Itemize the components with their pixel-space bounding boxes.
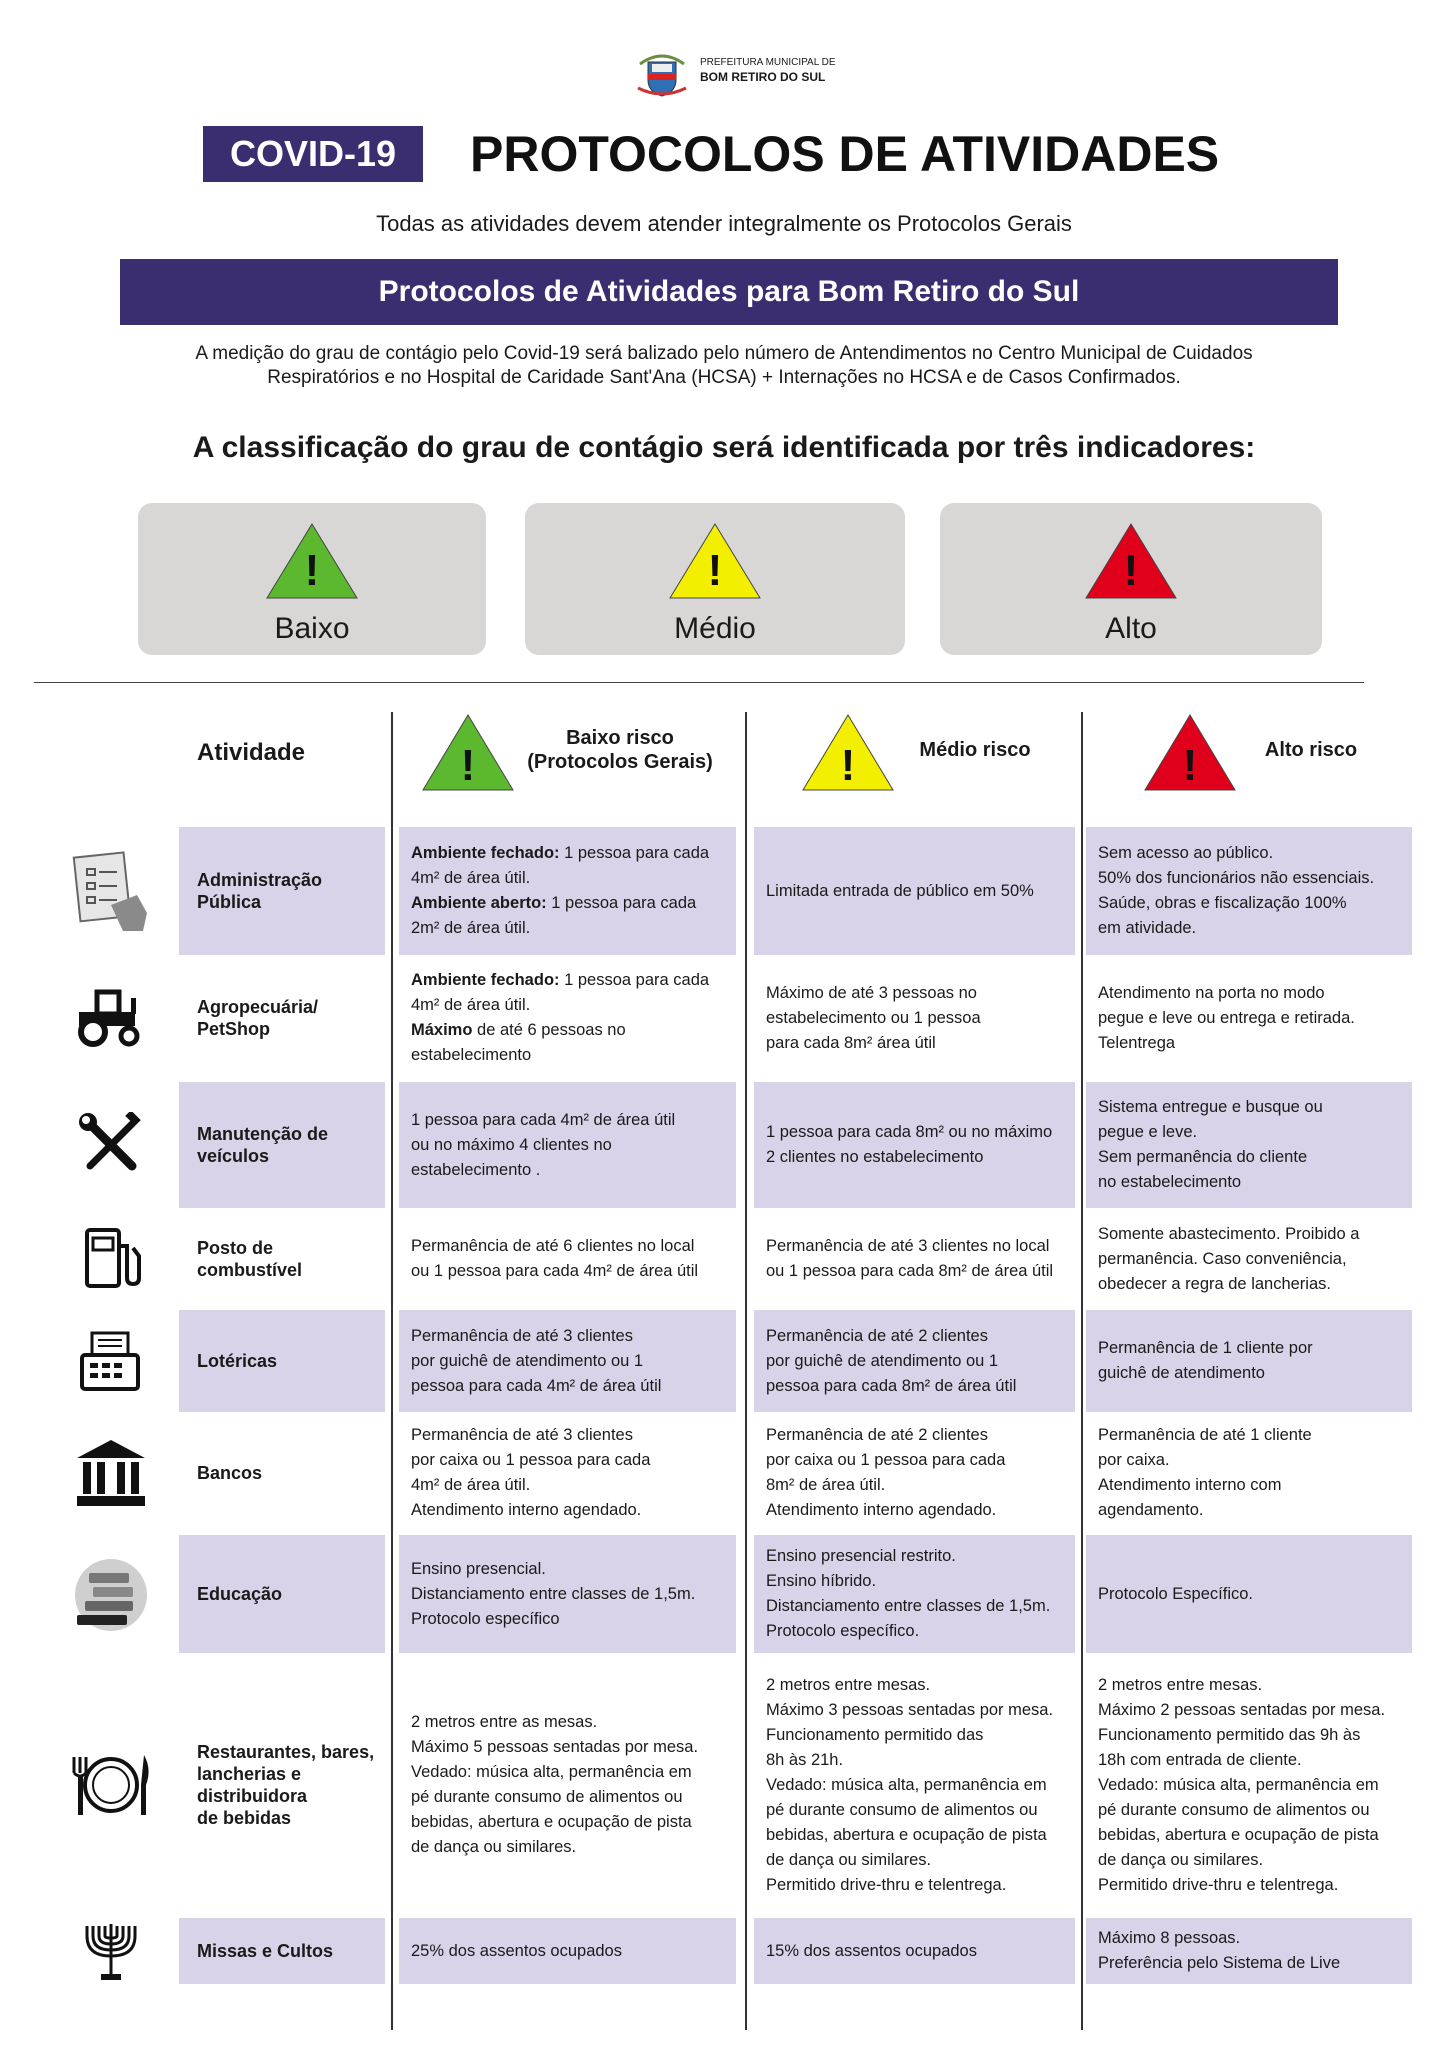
warning-triangle-yellow-icon <box>800 712 896 794</box>
logo-line-1: PREFEITURA MUNICIPAL DE <box>700 57 836 68</box>
activity-cell: Administração Pública <box>179 827 385 955</box>
activity-cell: Restaurantes, bares, lancherias e distribuidora de bebidas <box>197 1742 375 1828</box>
column-separator <box>391 712 393 2030</box>
description-text: A medição do grau de contágio pelo Covid-19 será balizado pelo número de Antendimentos no Centro Municipal de Cuidados Respiratórios e no Hospital de Caridade Sant'Ana (HCSA) + Internações no HCSA e de Casos Confirmados. <box>195 343 1253 388</box>
medium-risk-cell: Permanência de até 3 clientes no local ou 1 pessoa para cada 8m² de área útil <box>766 1237 1054 1280</box>
column-header-activity: Atividade <box>197 739 306 766</box>
divider <box>34 682 1364 683</box>
coat-of-arms-icon <box>634 48 690 98</box>
lottery-terminal-icon <box>66 1318 156 1404</box>
medium-risk-cell: 2 metros entre mesas. Máximo 3 pessoas sentadas por mesa. Funcionamento permitido das 8h às 21h. Vedado: música alta, permanência em pé durante consumo de alimentos ou bebidas, abertura e ocupação de pista de dança ou similares. Permitido drive-thru e telentrega. <box>766 1675 1054 1894</box>
activity-cell: Lotéricas <box>179 1310 385 1412</box>
tractor-icon <box>66 968 156 1068</box>
activity-cell: Agropecuária/ PetShop <box>197 997 319 1039</box>
low-risk-cell: 2 metros entre as mesas. Máximo 5 pessoas sentadas por mesa. Vedado: música alta, permanência em pé durante consumo de alimentos ou bebidas, abertura e ocupação de pista de dança ou similares. <box>411 1713 699 1856</box>
municipality-logo <box>634 48 834 100</box>
svg-text:!: ! <box>707 546 723 595</box>
activity-cell: Posto de combustível <box>197 1238 303 1280</box>
activity-cell: Bancos <box>197 1463 263 1483</box>
high-risk-cell: Sem acesso ao público. 50% dos funcionários não essenciais. Saúde, obras e fiscalização 100% em atividade. <box>1086 827 1412 955</box>
svg-text:!: ! <box>1182 741 1198 790</box>
svg-text:!: ! <box>460 741 476 790</box>
column-separator <box>1081 712 1083 2030</box>
indicator-card-high <box>940 503 1322 655</box>
warning-triangle-yellow-icon <box>667 521 763 601</box>
warning-triangle-green-icon <box>420 712 516 794</box>
warning-triangle-red-icon <box>1142 712 1238 794</box>
low-risk-cell: Ensino presencial. Distanciamento entre classes de 1,5m. Protocolo específico <box>399 1535 736 1653</box>
indicator-label-high: Alto <box>1105 612 1157 645</box>
medium-risk-cell: 1 pessoa para cada 8m² ou no máximo 2 clientes no estabelecimento <box>754 1082 1075 1208</box>
classification-heading: A classificação do grau de contágio será identificada por três indicadores: <box>192 431 1256 464</box>
high-risk-cell: Somente abastecimento. Proibido a permanência. Caso conveniência, obedecer a regra de lancherias. <box>1098 1224 1360 1293</box>
svg-text:!: ! <box>1123 546 1139 595</box>
svg-text:!: ! <box>304 546 320 595</box>
page-title: PROTOCOLOS DE ATIVIDADES <box>470 126 1220 182</box>
plate-fork-knife-icon <box>66 1735 156 1835</box>
high-risk-cell: Atendimento na porta no modo pegue e leve ou entrega e retirada. Telentrega <box>1098 983 1355 1052</box>
books-icon <box>66 1550 156 1640</box>
high-risk-cell: Protocolo Específico. <box>1086 1535 1412 1653</box>
high-risk-cell: Permanência de até 1 cliente por caixa. Atendimento interno com agendamento. <box>1098 1426 1312 1519</box>
column-header-low-risk: Baixo risco (Protocolos Gerais) <box>527 727 713 773</box>
indicator-card-low <box>138 503 486 655</box>
medium-risk-cell: 15% dos assentos ocupados <box>754 1918 1075 1984</box>
bank-building-icon <box>66 1424 156 1522</box>
svg-text:!: ! <box>840 741 856 790</box>
fuel-pump-icon <box>66 1216 156 1302</box>
activity-cell: Missas e Cultos <box>179 1918 385 1984</box>
medium-risk-cell: Permanência de até 2 clientes por guichê de atendimento ou 1 pessoa para cada 8m² de área útil <box>754 1310 1075 1412</box>
medium-risk-cell: Permanência de até 2 clientes por caixa ou 1 pessoa para cada 8m² de área útil. Atendimento interno agendado. <box>766 1426 1006 1519</box>
document-checklist-icon <box>66 837 156 945</box>
column-separator <box>745 712 747 2030</box>
high-risk-cell: Sistema entregue e busque ou pegue e leve. Sem permanência do cliente no estabelecimento <box>1086 1082 1412 1208</box>
high-risk-cell: 2 metros entre mesas. Máximo 2 pessoas sentadas por mesa. Funcionamento permitido das 9h às 18h com entrada de cliente. Vedado: música alta, permanência em pé durante consumo de alimentos ou bebidas, abertura e ocupação de pista de dança ou similares. Permitido drive-thru e telentrega. <box>1098 1675 1386 1894</box>
high-risk-cell: Permanência de 1 cliente por guichê de atendimento <box>1086 1310 1412 1412</box>
covid-badge: COVID-19 <box>203 126 423 182</box>
low-risk-cell: 25% dos assentos ocupados <box>399 1918 736 1984</box>
high-risk-cell: Máximo 8 pessoas. Preferência pelo Sistema de Live <box>1086 1918 1412 1984</box>
medium-risk-cell: Limitada entrada de público em 50% <box>754 827 1075 955</box>
logo-line-2: BOM RETIRO DO SUL <box>700 70 826 84</box>
low-risk-cell: Ambiente fechado: 1 pessoa para cada 4m² de área útil. Ambiente aberto: 1 pessoa para cada 2m² de área útil. <box>399 827 736 955</box>
low-risk-cell: Permanência de até 3 clientes por guichê de atendimento ou 1 pessoa para cada 4m² de área útil <box>399 1310 736 1412</box>
indicator-card-medium <box>525 503 905 655</box>
low-risk-cell: Ambiente fechado: 1 pessoa para cada 4m² de área útil. Máximo de até 6 pessoas no estabelecimento <box>411 971 710 1064</box>
wrench-screwdriver-icon <box>66 1092 156 1198</box>
page-subtitle: Todas as atividades devem atender integralmente os Protocolos Gerais <box>376 211 1072 236</box>
menorah-icon <box>66 1912 156 1994</box>
section-banner: Protocolos de Atividades para Bom Retiro do Sul <box>120 259 1338 325</box>
low-risk-cell: Permanência de até 3 clientes por caixa ou 1 pessoa para cada 4m² de área útil. Atendimento interno agendado. <box>411 1426 651 1519</box>
activity-cell: Educação <box>179 1535 385 1653</box>
indicator-label-low: Baixo <box>274 612 350 645</box>
low-risk-cell: 1 pessoa para cada 4m² de área útil ou no máximo 4 clientes no estabelecimento . <box>399 1082 736 1208</box>
activity-cell: Manutenção de veículos <box>179 1082 385 1208</box>
medium-risk-cell: Máximo de até 3 pessoas no estabelecimento ou 1 pessoa para cada 8m² área útil <box>766 983 981 1052</box>
low-risk-cell: Permanência de até 6 clientes no local ou 1 pessoa para cada 4m² de área útil <box>411 1237 699 1280</box>
warning-triangle-green-icon <box>264 521 360 601</box>
indicator-label-medium: Médio <box>674 612 756 645</box>
column-header-high-risk: Alto risco <box>1264 739 1358 761</box>
column-header-medium-risk: Médio risco <box>919 739 1031 761</box>
warning-triangle-red-icon <box>1083 521 1179 601</box>
medium-risk-cell: Ensino presencial restrito. Ensino híbrido. Distanciamento entre classes de 1,5m. Protocolo específico. <box>754 1535 1075 1653</box>
